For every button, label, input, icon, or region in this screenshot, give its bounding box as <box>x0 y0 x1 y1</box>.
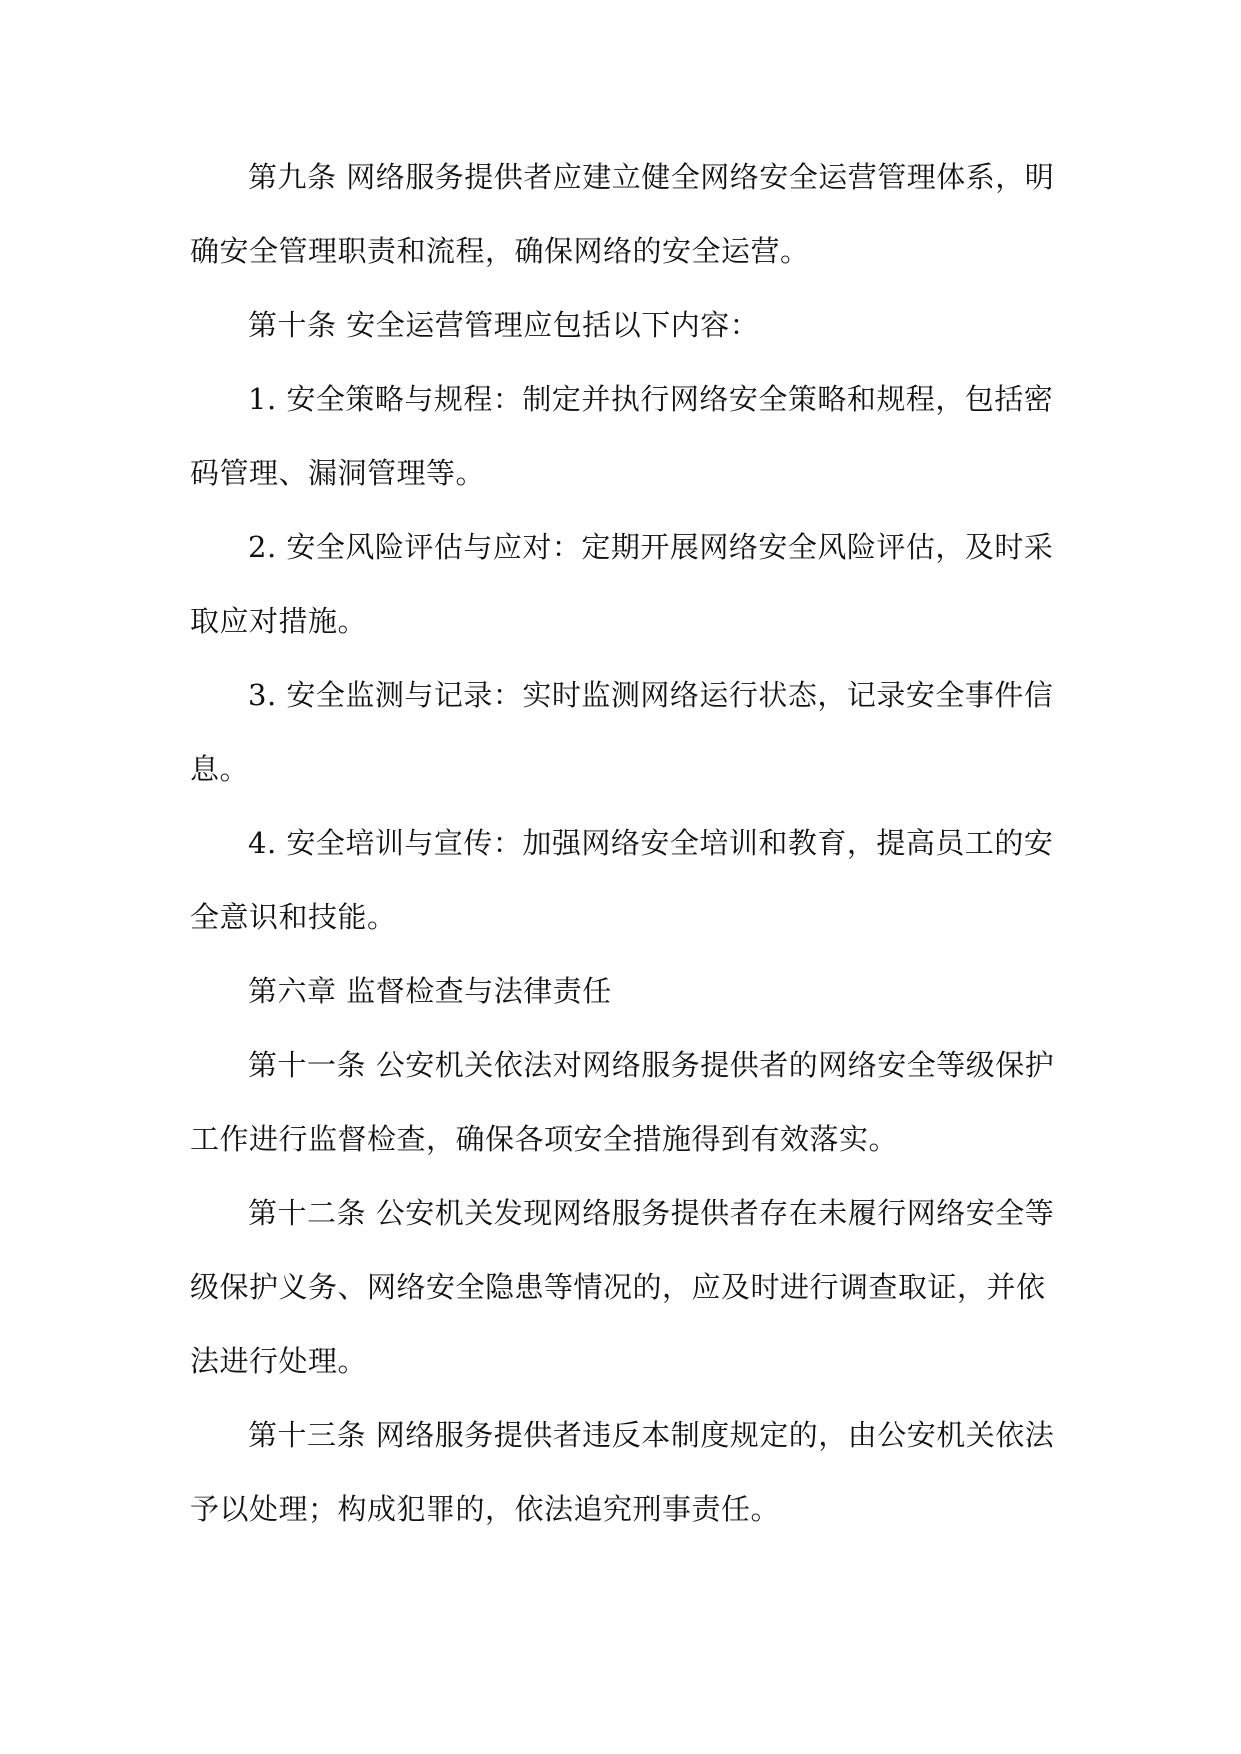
article-13: 第十三条 网络服务提供者违反本制度规定的，由公安机关依法予以处理；构成犯罪的，依法追究刑事责任。 <box>190 1418 1055 1526</box>
chapter-heading: 第六章 监督检查与法律责任 <box>248 974 612 1008</box>
list-item: 4. 安全培训与宣传：加强网络安全培训和教育，提高员工的安全意识和技能。 <box>190 826 1054 934</box>
document-body <box>190 140 1060 1546</box>
article-10: 第十条 安全运营管理应包括以下内容： <box>248 308 760 342</box>
article-11: 第十一条 公安机关依法对网络服务提供者的网络安全等级保护工作进行监督检查，确保各项安全措施得到有效落实。 <box>190 1048 1055 1156</box>
article-12: 第十二条 公安机关发现网络服务提供者存在未履行网络安全等级保护义务、网络安全隐患等情况的，应及时进行调查取证，并依法进行处理。 <box>190 1196 1055 1378</box>
article-9: 第九条 网络服务提供者应建立健全网络安全运营管理体系，明确安全管理职责和流程，确保网络的安全运营。 <box>190 160 1055 268</box>
list-item: 1. 安全策略与规程：制定并执行网络安全策略和规程，包括密码管理、漏洞管理等。 <box>190 382 1054 490</box>
list-item: 2. 安全风险评估与应对：定期开展网络安全风险评估，及时采取应对措施。 <box>190 530 1054 638</box>
list-item: 3. 安全监测与记录：实时监测网络运行状态，记录安全事件信息。 <box>190 678 1054 786</box>
